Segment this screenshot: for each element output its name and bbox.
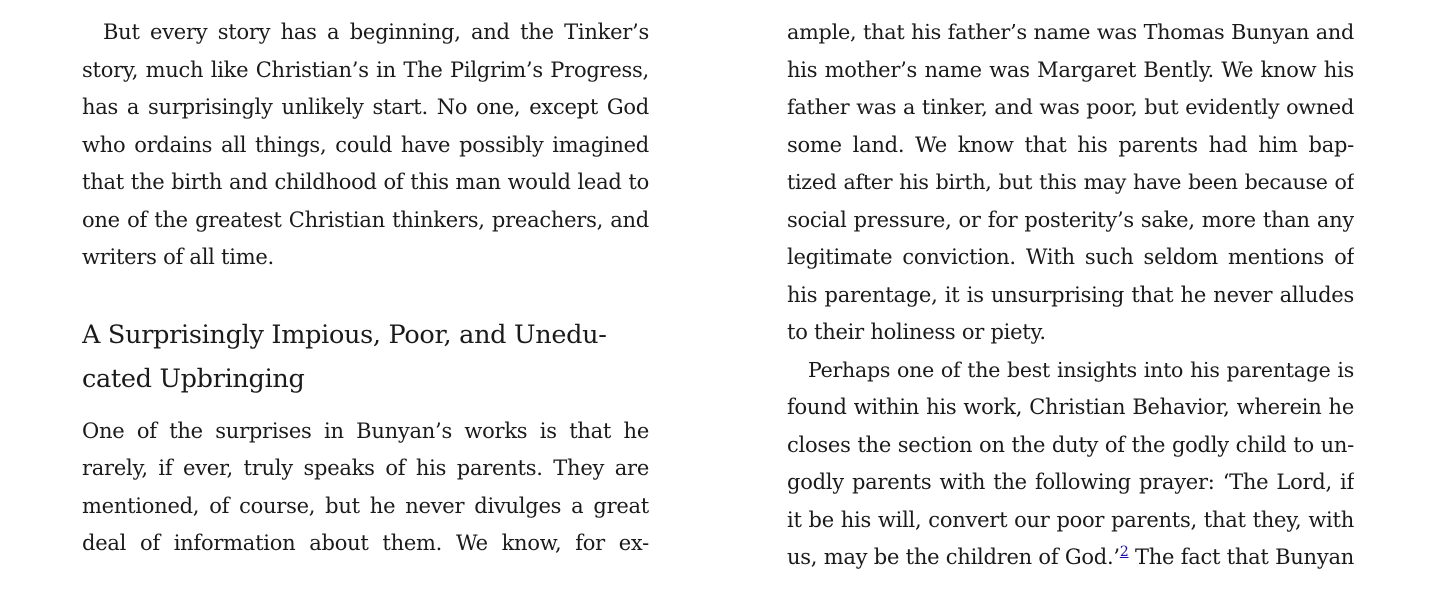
text-segment: The fact that Bunyan: [1128, 545, 1354, 569]
text-line: has a surprisingly unlikely start. No one, except God: [82, 95, 649, 119]
paragraph-christian-behavior: [787, 352, 1354, 577]
text-line: who ordains all things, could have possibly imagined: [82, 132, 649, 157]
paragraph-story-beginning: [82, 14, 649, 277]
paragraph-parents-continued: [787, 14, 1354, 352]
text-line: story, much like Christian’s in The Pilgrim’s Progress,: [82, 57, 649, 82]
section-heading: [82, 313, 649, 401]
footnote-link[interactable]: 2: [1119, 544, 1129, 560]
text-line: tized after his birth, but this may have been because of: [787, 170, 1354, 194]
text-line: his parentage, it is unsurprising that he never alludes: [787, 282, 1354, 307]
text-line: Perhaps one of the best insights into his parentage is: [808, 357, 1354, 382]
right-page: [787, 0, 1354, 606]
text-segment: us, may be the children of God.’: [787, 545, 1120, 569]
paragraph-parents: [82, 413, 649, 563]
text-line: But every story has a beginning, and the Tinker’s: [103, 20, 649, 44]
text-line: deal of information about them. We know, for ex-: [82, 531, 649, 555]
text-line: legitimate conviction. With such seldom mentions of: [787, 245, 1354, 269]
text-line: father was a tinker, and was poor, but evidently owned: [787, 95, 1354, 119]
text-line: rarely, if ever, truly speaks of his parents. They are: [82, 456, 649, 480]
text-line: that the birth and childhood of this man would lead to: [82, 170, 649, 194]
text-line: writers of all time.: [82, 245, 274, 269]
text-line: one of the greatest Christian thinkers, preachers, and: [82, 207, 649, 232]
left-page: [82, 0, 649, 606]
text-line: ample, that his father’s name was Thomas Bunyan and: [787, 20, 1354, 44]
text-line: One of the surprises in Bunyan’s works is that he: [82, 418, 649, 443]
text-line: some land. We know that his parents had him bap-: [787, 132, 1354, 157]
heading-line: cated Upbringing: [82, 363, 305, 394]
text-line: his mother’s name was Margaret Bently. We know his: [787, 57, 1354, 82]
text-line: it be his will, convert our poor parents, that they, with: [787, 507, 1354, 532]
text-line: found within his work, Christian Behavior, wherein he: [787, 395, 1354, 419]
text-line: to their holiness or piety.: [787, 320, 1046, 344]
text-line-with-footnote: [787, 539, 1354, 577]
heading-line: A Surprisingly Impious, Poor, and Unedu-: [82, 319, 607, 350]
text-line: godly parents with the following prayer: ‘The Lord, if: [787, 470, 1354, 494]
text-line: mentioned, of course, but he never divulges a great: [82, 493, 649, 518]
text-line: closes the section on the duty of the godly child to un-: [787, 432, 1354, 457]
text-line: social pressure, or for posterity’s sake, more than any: [787, 207, 1354, 232]
